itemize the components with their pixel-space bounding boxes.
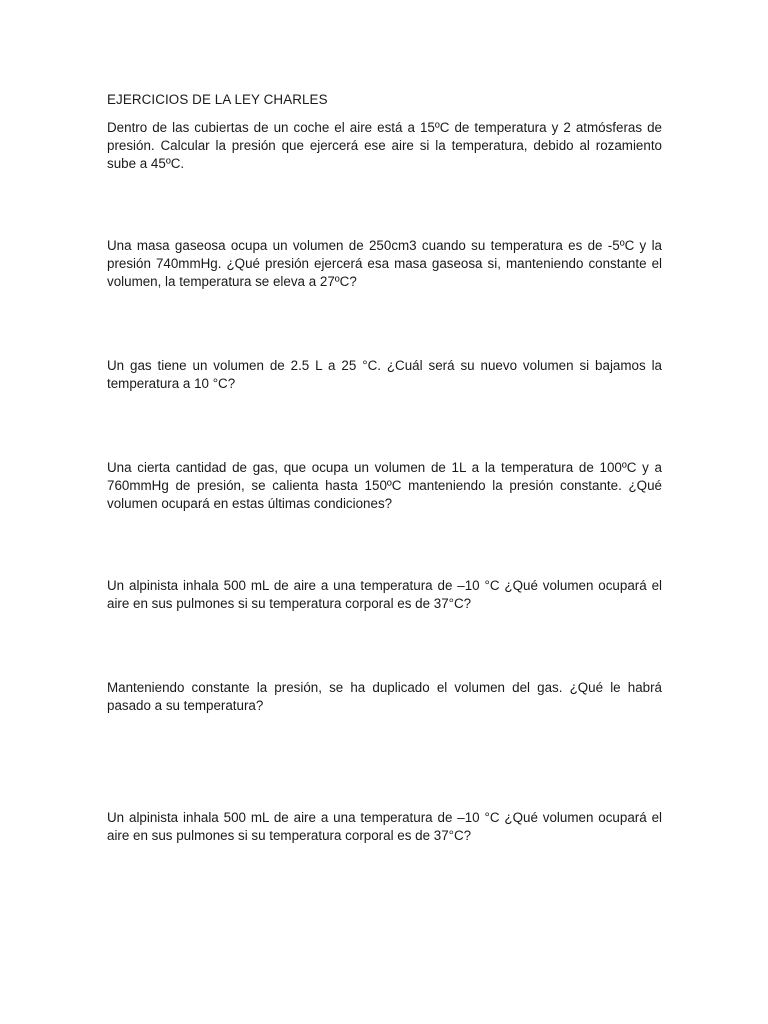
exercise-2: Una masa gaseosa ocupa un volumen de 250cm3 cuando su temperatura es de -5ºC y la presión 740mmHg. ¿Qué presión ejercerá esa masa gaseosa si, manteniendo constante el volumen, la temperatura se eleva a 27ºC? xyxy=(107,238,662,289)
exercise-4: Una cierta cantidad de gas, que ocupa un volumen de 1L a la temperatura de 100ºC y a 760mmHg de presión, se calienta hasta 150ºC manteniendo la presión constante. ¿Qué volumen ocupará en estas últimas condiciones? xyxy=(107,460,662,511)
exercise-5: Un alpinista inhala 500 mL de aire a una temperatura de –10 °C ¿Qué volumen ocupará el aire en sus pulmones si su temperatura corporal es de 37°C? xyxy=(107,578,662,611)
exercise-1: Dentro de las cubiertas de un coche el aire está a 15ºC de temperatura y 2 atmósferas de presión. Calcular la presión que ejercerá ese aire si la temperatura, debido al rozamiento sube a 45ºC. xyxy=(107,120,662,171)
exercise-6: Manteniendo constante la presión, se ha duplicado el volumen del gas. ¿Qué le habrá pasado a su temperatura? xyxy=(107,680,662,713)
document-title: EJERCICIOS DE LA LEY CHARLES xyxy=(107,92,328,107)
exercise-7: Un alpinista inhala 500 mL de aire a una temperatura de –10 °C ¿Qué volumen ocupará el aire en sus pulmones si su temperatura corporal es de 37°C? xyxy=(107,810,662,843)
exercise-3: Un gas tiene un volumen de 2.5 L a 25 °C. ¿Cuál será su nuevo volumen si bajamos la temperatura a 10 °C? xyxy=(107,358,662,391)
